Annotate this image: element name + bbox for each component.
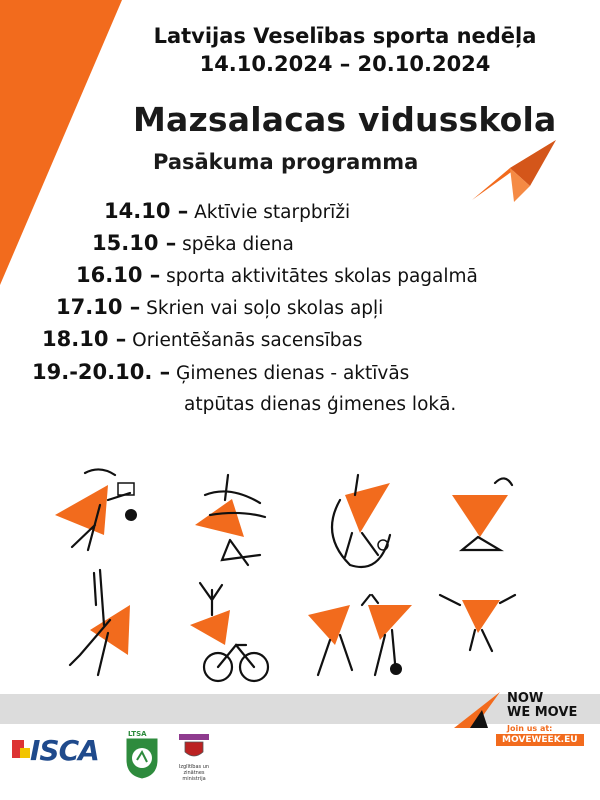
isca-logo: ISCA [30, 734, 99, 767]
event-dates: 14.10.2024 – 20.10.2024 [199, 52, 491, 76]
ministry-logo [174, 734, 214, 794]
now-we-move-logo [452, 690, 592, 760]
schedule-date: 14.10 – [104, 199, 189, 223]
football-figures-icon [308, 595, 412, 675]
ministry-line2: ministrija [182, 776, 206, 782]
schedule-date: 17.10 – [56, 295, 141, 319]
ministry-line1: Izglītības un zinātnes [178, 764, 210, 776]
program-title: Pasākuma programma [153, 150, 419, 174]
isca-color-square-icon [20, 748, 30, 758]
handstand-figure-icon [70, 570, 130, 675]
dance-figure-icon [440, 595, 515, 651]
schedule-row [32, 357, 409, 389]
nwm-arrow-icon [452, 690, 502, 730]
schedule-row [56, 292, 383, 324]
ltsa-text: LTSA [128, 730, 147, 738]
school-name: Mazsalacas vidusskola [133, 100, 557, 139]
event-header [0, 22, 600, 78]
strength-figure-icon [195, 475, 265, 565]
basketball-figure-icon [55, 469, 137, 550]
schedule-text: Aktīvie starpbrīži [194, 202, 351, 223]
activity-figures [0, 455, 600, 695]
jump-rope-figure-icon [332, 475, 390, 567]
schedule-row [184, 390, 456, 420]
schedule-row [42, 324, 363, 356]
nwm-line1: NOW [507, 691, 544, 706]
schedule-row [76, 260, 478, 292]
schedule-text: atpūtas dienas ģimenes lokā. [184, 394, 457, 415]
schedule-row [92, 228, 294, 260]
paper-plane-icon [470, 138, 560, 203]
nwm-line2: WE MOVE [507, 705, 578, 720]
nwm-join-text: Join us at: [507, 724, 553, 733]
ltsa-logo [124, 730, 160, 780]
schedule-date: 16.10 – [76, 263, 161, 287]
schedule-row [104, 196, 350, 228]
schedule-text: Orientēšanās sacensības [132, 330, 363, 351]
schedule-date: 18.10 – [42, 327, 127, 351]
schedule-date: 15.10 – [92, 231, 177, 255]
schedule-date: 19.-20.10. – [32, 360, 171, 384]
schedule-text: sporta aktivitātes skolas pagalmā [166, 266, 478, 287]
schedule-text: Skrien vai soļo skolas apļi [146, 298, 384, 319]
moveweek-url[interactable]: MOVEWEEK.EU [496, 734, 584, 746]
yoga-figure-icon [452, 478, 512, 550]
event-title: Latvijas Veselības sporta nedēļa [153, 24, 537, 48]
schedule-text: spēka diena [182, 234, 294, 255]
ministry-crest-icon [179, 734, 209, 760]
schedule-text: Ģimenes dienas - aktīvās [176, 363, 410, 384]
cycling-figure-icon [190, 583, 268, 681]
